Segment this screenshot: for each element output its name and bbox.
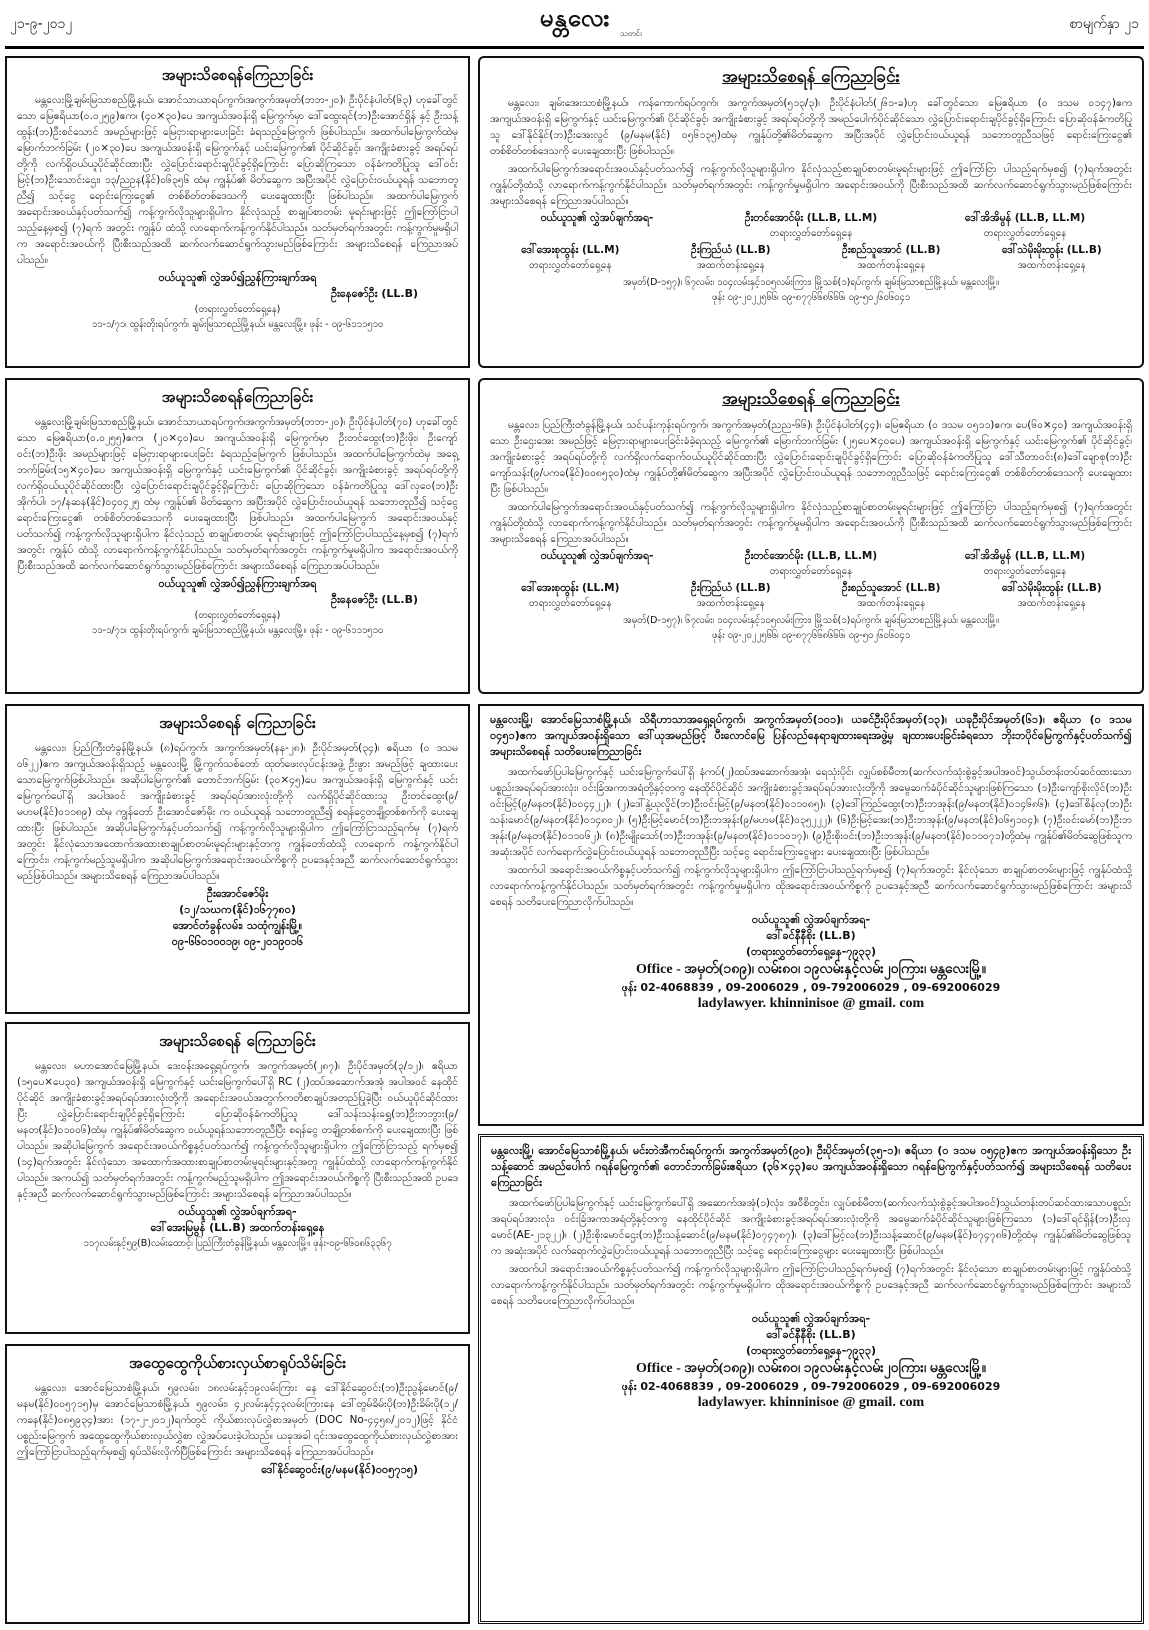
lawyer-role: အထက်တန်းရှေ့နေ xyxy=(1017,260,1086,271)
lawyer-role: အထက်တန်းရှေ့နေ xyxy=(696,598,765,609)
signature-lead: ဝယ်ယူသူ၏ လွှဲအပ်ချက်အရ- xyxy=(751,1312,871,1325)
header-rule xyxy=(5,46,1144,49)
notice-1 xyxy=(5,56,470,368)
signatory-phone: ၀၉-၆၆၀၁၀၀၁၉၊ ၀၉-၂၀၁၉၀၁၆ xyxy=(171,935,304,948)
office-phone: ဖုန်း 02-4068839 , 09-2006029 , 09-792006029 , 09-692006029 xyxy=(621,981,1001,994)
lawyers-row-1 xyxy=(490,549,1132,579)
notice-6 xyxy=(478,56,1144,368)
lawyer-role: အထက်တန်းရှေ့နေ xyxy=(1017,598,1086,609)
lawyer-role: အထက်တန်းရှေ့နေ xyxy=(857,598,926,609)
notice-2 xyxy=(5,378,470,694)
notice-body: အထက်ပါမြေကွက်အရောင်းအဝယ်နှင့်ပတ်သက်၍ ကန့်ကွက်လိုသူများရှိပါက နိုင်လုံသည့်စာချုပ်စာတမ်းမူရင်းများဖြင့် ဤကြော်ငြာ ပါသည့်ရက်မှစ၍ (၇)ရက်အတွင်း ကျွန်ုပ်တို့ထံသို့ လာရောက်ကန့်ကွက်နိုင်ပါသည်။ သတ်မှတ်ရက်အတွင်း ကန့်ကွက်မှုမရှိပါက အရောင်းအဝယ်ကို ပြီးစီးသည်အထိ ဆက်လက်ဆောင်ရွက်သွားမည်ဖြစ်ကြောင်း အများသိစေရန် ကြေညာအပ်ပါသည်။ xyxy=(490,163,1132,207)
lawyer-role: (တရားလွှတ်တော်ရှေ့နေ) xyxy=(194,304,281,315)
notice-title: အများသိစေရန်ကြေညာခြင်း xyxy=(161,388,314,406)
notice-body: မန္တလေး၊ အောင်မြေသာစံမြို့နယ်၊ ၅၉လမ်း၊ ၁၈လမ်းနှင့်၁၉လမ်းကြား နေ ဒေါ်နိုင်ဆွေဝင်း(ဘ)ဦးညွန့်မောင်(၉/မနမ(နိုင်)၀၀၅၇၁၅)မှ အောင်မြေသာစံမြို့နယ်၊ ၅၉လမ်း၊ ၄၂လမ်းနှင့်၄၃လမ်းကြားနေ ဒေါ်တွမ်ခိမ်းပို(ဘ)ဦးခိမ်းပို(၁၂/ကခန(နိုင်)၀၈၅၉၃၄)အား (၁၇-၂-၂၀၁၂)ရက်တွင် ကိုယ်စားလုပ်လွှဲစာအမှတ် (DOC No-၄၄၅၈/၂၀၁၂)ဖြင့် နိုင်ငံပစ္စည်းမြေကွက် အထွေထွေကိုယ်စားလှယ်လွှဲစာ လွှဲအပ်ပေးခဲ့ပါသည်။ ယခုအခါ ၎င်းအထွေထွေကိုယ်စားလှယ်လွှဲစာအား ဤကြော်ငြာပါသည့်ရက်မှစ၍ ရုပ်သိမ်းလိုက်ပြီဖြစ်ကြောင်း အများသိစေရန် ကြေညာအပ်ပါသည်။ xyxy=(17,1382,458,1458)
notice-address: အမှတ်(D-၁၅၇)၊ ၆၇လမ်း၊ ၁၀၄လမ်းနှင့်၁၀၅လမ်းကြား၊ မြို့သစ်(၁)ရပ်ကွက်၊ ချမ်းမြသာစည်မြို့နယ်၊ မန္တလေးမြို့။ xyxy=(623,615,999,626)
lawyer-role: တရားလွှတ်တော်ရှေ့နေ xyxy=(983,566,1067,577)
lawyer-role: (တရားလွှတ်တော်ရှေ့နေ) xyxy=(194,610,281,621)
notice-body: မန္တလေး၊ ချမ်းအေးသာစံမြို့နယ်၊ ကန်ကောက်ရပ်ကွက်၊ အကွက်အမှတ်(၅၁၃/၃)၊ ဦးပိုင်နံပါတ်(၂၆၁-ခ)ဟု ခေါ်တွင်သော မြေဧရိယာ (၀ ဒသမ ၀၁၄၇)ဧက အကျယ်အဝန်းရှိ မြေကွက်နှင့် ယင်းမြေကွက်၏ ပိုင်ဆိုင်ခွင့်၊ အကျိုးခံစားခွင့် အရပ်ရပ်တို့ကို အမည်ပေါက်ပိုင်ဆိုင်သော လွှဲပြောင်းရောင်းချပိုင်ခွင့်ရှိကြောင်း ပြောဆိုဝန်ခံကတိပြုသူ ဒေါ်နိုင်နိုင်(ဘ)ဦးအေးလွင် (၉/မနမ(နိုင်) ၀၅၆၁၃၅)ထံမှ ကျွန်ုပ်တို့၏မိတ်ဆွေက အပြီးအပိုင် လွှဲပြောင်းဝယ်ယူရန် သဘောတူညီသဖြင့် ရောင်းကြေးငွေ၏ တစ်စိတ်တစ်ဒေသကို ပေးချေထားပြီး ဖြစ်ပါသည်။ xyxy=(490,97,1132,157)
signature-lead: ဝယ်ယူသူ၏ လွှဲအပ်ချက်အရ- xyxy=(540,212,654,224)
lawyer-name: ဒေါ်အိအိမွန် (LL.B, LL.M) xyxy=(964,550,1086,562)
signatory-name: ဒေါ်နိုင်ဆွေဝင်း(၉/မနမ(နိုင်)၀၀၅၇၁၅) xyxy=(261,1463,418,1476)
lawyer-name: ဒေါ်ခင်နီနီစိုး (LL.B) xyxy=(766,1328,856,1341)
lawyer-role: တရားလွှတ်တော်ရှေ့နေ xyxy=(983,228,1067,239)
lawyer-role: တရားလွှတ်တော်ရှေ့နေ xyxy=(529,598,612,609)
notice-title: အများသိစေရန် ကြေညာခြင်း xyxy=(159,1032,316,1050)
notice-title: အများသိစေရန် ကြေညာခြင်း xyxy=(722,389,900,409)
notice-title: အများသိစေရန် ကြေညာခြင်း xyxy=(159,714,316,732)
notice-phone: ဖုန်း ၀၉-၂၀၂၂၅၆၆၊ ၀၉-၈၇၇၆၆၈၆၆၆၊ ၀၉-၅၀၂၆၀၆၀၄၁ xyxy=(711,292,911,303)
notice-address: ၁၁-၁/၇၁၊ ထွန်းတိုးရပ်ကွက်၊ ချမ်းမြသာစည်မြို့နယ်၊ မန္တလေးမြို့။ ဖုန်း - ၀၉-၆၁၁၁၅၁၀ xyxy=(91,625,384,636)
office-email: ladylawyer. khinninisoe @ gmail. com xyxy=(697,996,925,1011)
lawyer-role: တရားလွှတ်တော်ရှေ့နေ xyxy=(529,260,612,271)
notice-address: အမှတ်(D-၁၅၇)၊ ၆၇လမ်း၊ ၁၀၄လမ်းနှင့်၁၀၅လမ်းကြား၊ မြို့သစ်(၁)ရပ်ကွက်၊ ချမ်းမြသာစည်မြို့နယ်၊ မန္တလေးမြို့။ xyxy=(623,277,999,288)
notice-8 xyxy=(478,704,1144,1126)
notice-headline: မန္တလေးမြို့၊ အောင်မြေသာစံမြို့နယ်၊ သိရီဟာသာအရှေ့ရပ်ကွက်၊ အကွက်အမှတ်(၁၀၁)၊ ယခင်ဦးပိုင်အမှတ်(၁၃)၊ ယခုဦးပိုင်အမှတ်(၆၁)၊ ဧရိယာ (၀ ဒသမ ၀၄၅၁)ဧက အကျယ်အဝန်းရှိသော ဒေါ်ယုအမည်ဖြင့် ပီးလောင်မြေ ပြန်လည်နေရာချထားရေးအဖွဲ့မှ ချထားပေးခြင်းခံရသော ဘိုးဘပိုင်မြေကွက်နှင့်ပတ်သက်၍ အများသိစေရန် သတိပေးကြေညာခြင်း xyxy=(490,713,1132,758)
lawyers-row-2 xyxy=(490,581,1132,611)
lawyers-row-2 xyxy=(490,243,1132,273)
notice-body: အထက်ဖော်ပြပါမြေကွက်နှင့် ယင်းမြေကွက်ပေါ်ရှိ အဆောက်အအုံ(၁)လုံး၊ အဝီစိတွင်း၊ လျှပ်စစ်မီတာ(ဆက်လက်သုံးစွဲခွင့်အပါအဝင်)သွယ်တန်းတပ်ဆင်ထားသောပစ္စည်းအရပ်ရပ်အားလုံး၊ ဝင်းခြံအကာအရံတို့နှင့်တကွ နေထိုင်ပိုင်ဆိုင် အကျိုးခံစားခွင့်အရပ်ရပ်အားလုံးတို့ကို အမွေဆက်ခံပိုင်ဆိုင်သူများဖြစ်ကြသော (၁)ဒေါ်ရင်ရှိန်(ဘ)ဦးလှမောင်(AE-၂၁၃၂၂)၊ (၂)ဦးစိုးမောင်ဌေး(ဘ)ဦးသန့်ဆောင်(၉/မနမ(နိုင်)၀၇၄၇၈၇)၊ (၃)ဒေါ်မြင့်လ(ဘ)ဦးသန့်ဆောင်(၉/မနမ(နိုင်)၀၇၄၇၈၆)တို့ထံမှ ကျွန်ုပ်၏မိတ်ဆွေဖြစ်သူက အဆုံးအပိုင် လက်ရောက်လွှဲပြောင်းဝယ်ယူရန် သဘောတူညီပြီး သင့်ငွေ ရောင်းကြေးငွေများ ပေးချေထားပြီး ဖြစ်ပါသည်။ xyxy=(491,1197,1131,1257)
notice-body: အထက်ပါ အရောင်းအဝယ်ကိစ္စနှင့်ပတ်သက်၍ ကန့်ကွက်လိုသူများရှိပါက ဤကြော်ငြာပါသည့်ရက်မှစ၍ (၇)ရက်အတွင်း နိုင်လုံသော စာချုပ်စာတမ်းများဖြင့် ကျွန်ုပ်ထံသို့ လာရောက်ကန့်ကွက်နိုင်ပါသည်။ သတ်မှတ်ရက်အတွင်း ကန့်ကွက်မှုမရှိပါက ထိုအရောင်းအဝယ်ကိစ္စကို ဥပဒေနှင့်အညီ ဆက်လက်ဆောင်ရွက်သွားမည်ဖြစ်ကြောင်း အများသိစေရန် သတိပေးကြေညာလိုက်ပါသည်။ xyxy=(491,1263,1131,1307)
lawyer-name: ဦးကြည်ယံ (LL.B) xyxy=(691,582,771,594)
page-number: စာမျက်နှာ ၂၁ xyxy=(1069,16,1139,32)
signature-lead: ဝယ်ယူသူ၏ လွှဲအပ်ချက်အရ- xyxy=(751,913,871,926)
signatory-name: ဦးအောင်ဇော်မိုး xyxy=(206,887,269,900)
lawyer-role: တရားလွှတ်တော်ရှေ့နေ xyxy=(769,228,853,239)
notice-body: မန္တလေး၊ ပြည်ကြီးတံခွန်မြို့နယ်၊ (၈)ရပ်ကွက်၊ အကွက်အမှတ်(နန-၂၈)၊ ဦးပိုင်အမှတ်(၃၄)၊ ဧရိယာ (၀ ဒသမ ၀၆၂၂)ဧက အကျယ်အဝန်းရှိသည့် မန္တလေးမြို့ မြို့ကွက်သစ်တော် ထုတ်ဖေးလုပ်ငန်းအဖွဲ့ ဦးဖွား အမည်ဖြင့် ချထားပေးသောမြေကွက်ဖြစ်ပါသည်။ အဆိုပါမြေကွက်၏ တောင်ဘက်ခြမ်း (၃၀×၄၅)ပေ အကျယ်အဝန်းရှိ မြေကွက်နှင့် ယင်းမြေကွက်ပေါ်ရှိ အပါအဝင် အကျိုးခံစားခွင့် အရပ်ရပ်အားလုံးတို့ကို လက်ရှိပိုင်ဆိုင်ထားသူ ဦးတင်ထွေး(၉/မဟမ(နိုင်)၀၁၁၈၉) ထံမှ ကျွန်တော် ဦးအောင်ဇော်မိုး က ဝယ်ယူရန် သဘောတူညီ၍ စရန်ငွေတချို့တစ်စက်ကို ပေးချေထားပြီး ဖြစ်ပါသည်။ အဆိုပါမြေကွက်နှင့်ပတ်သက်၍ ကန့်ကွက်လိုသူများရှိပါက ဤကြော်ငြာသည့်ရက်မှ (၇)ရက် အတွင်း နိုင်လုံသောအထောက်အထားစာချုပ်စာတမ်းမူရင်းများနှင့်တကွ ကျွန်တော်ထံသို့ လာရောက် ကန့်ကွက်နိုင်ပါကြောင်း၊ ကန့်ကွက်မည့်သူမရှိပါက အဆိုပါမြေကွက်အရောင်းအဝယ်ကိစ္စကို ဥပဒေနှင့်အညီ ဆက်လက်ဆောင်ရွက်သွားမည်ဖြစ်ပါသည်။ အများသိစေရန် ကြေညာအပ်ပါသည်။ xyxy=(17,742,458,882)
lawyer-name: ဒေါ်အေးစုထွန်း (LL.M) xyxy=(521,582,620,594)
notice-title: အများသိစေရန်ကြေညာခြင်း xyxy=(161,66,314,84)
notice-address: ၁၁-၁/၇၁၊ ထွန်းတိုးရပ်ကွက်၊ ချမ်းမြသာစည်မြို့နယ်၊ မန္တလေးမြို့။ ဖုန်း - ၀၉-၆၁၁၁၅၁၀ xyxy=(91,319,384,330)
lawyer-name: ဒေါ်ခင်နီနီစိုး (LL.B) xyxy=(766,929,856,942)
notice-body: အထက်ပါ အရောင်းအဝယ်ကိစ္စနှင့်ပတ်သက်၍ ကန့်ကွက်လိုသူများရှိပါက ဤကြော်ငြာပါသည့်ရက်မှစ၍ (၇)ရက်အတွင်း နိုင်လုံသော စာချုပ်စာတမ်းများဖြင့် ကျွန်ုပ်ထံသို့ လာရောက်ကန့်ကွက်နိုင်ပါသည်။ သတ်မှတ်ရက်အတွင်း ကန့်ကွက်မှုမရှိပါက ထိုအရောင်းအဝယ်ကိစ္စကို ဥပဒေနှင့်အညီ ဆက်လက်ဆောင်ရွက်သွားမည်ဖြစ်ကြောင်း အများသိစေရန် သတိပေးကြေညာလိုက်ပါသည်။ xyxy=(490,864,1132,908)
office-address: Office - အမှတ်(၁၈၉)၊ လမ်း၈၀၊ ၁၉လမ်းနှင့်လမ်း၂၀ကြား၊ မန္တလေးမြို့။ xyxy=(636,1361,986,1376)
notice-body: အထက်ဖော်ပြပါမြေကွက်နှင့် ယင်းမြေကွက်ပေါ်ရှိ နံကပ်(၂)ထပ်အဆောက်အအုံ၊ ရေသုံးပိုင်၊ လျှပ်စစ်မီတာ(ဆက်လက်သုံးစွဲခွင့်အပါအဝင်)သွယ်တန်းတပ်ဆင်ထားသောပစ္စည်းအရပ်ရပ်အားလုံး၊ ဝင်းခြံအကာအရံတို့နှင့်တကွ နေထိုင်ပိုင်ဆိုင် အကျိုးခံစားခွင့်အရပ်ရပ်အားလုံးတို့ကို အမွေဆက်ခံပိုင်ဆိုင်သူများဖြစ်ကြသော (၁)ဦးကျော်စိုးလိုင်(ဘ)ဦးဝင်းမြင့်(၉/မနတ(နိုင်)၀၀၄၄၂၂)၊ (၂)ဒေါ်နွဲ့ယုလှိုင်(ဘ)ဦးဝင်းမြင့်(၉/မနတ(နိုင်)၀၁၁၀၈၅)၊ (၃)ဒေါ်ကြည်ထွေး(ဘ)ဦးဘအုန်း(၉/မနတ(နိုင်)၀၁၄၆၈၆)၊ (၄)ဒေါ်စိန်လှ(ဘ)ဦးသန်းမောင်(၉/မနတ(နိုင်)၀၁၄၈၀၂)၊ (၅)ဦးမြင့်မောင်(ဘ)ဦးဘအုန်း(၉/မဟမ(နိုင်)၀၃၅၂၂၂)၊ (၆)ဦးမြင့်အေး(ဘ)ဦးဘအုန်း(၉/မနတ(နိုင်)၀၆၅၁၀၄)၊ (၇)ဦးဝင်းမော်(ဘ)ဦးဘအုန်း(၉/မနတ(နိုင်)၀၁၁၀၆၂)၊ (၈)ဦးမျိုးသော်(ဘ)ဦးဘအုန်း(၉/မနတ(နိုင်)၀၁၁၀၁၇)၊ (၉)ဦးစိုးဝင်း(ဘ)ဦးဘအုန်း(၉/မနတ(နိုင်)၀၁၁၀၇၁)တို့ထံမှ ကျွန်ုပ်၏မိတ်ဆွေဖြစ်သူက အဆုံးအပိုင် လက်ရောက်လွှဲပြောင်းဝယ်ယူရန် သဘောတူညီပြီး သင့်ငွေ ရောင်းကြေးငွေများ ပေးချေထားပြီး ဖြစ်ပါသည်။ xyxy=(490,766,1132,858)
lawyer-name: ဦးစည်သူအောင် (LL.B) xyxy=(842,582,941,594)
lawyer-name: ဒေါ်အိအိမွန် (LL.B, LL.M) xyxy=(964,212,1086,224)
lawyer-name: ဦးနေဇော်ဦး (LL.B) xyxy=(331,287,418,300)
signature-lead: ဝယ်ယူသူ၏ လွှဲအပ်ချက်အရ- xyxy=(540,550,654,562)
notice-body: မန္တလေး၊ ပြည်ကြီးတံခွန်မြို့နယ်၊ သင်ပန်းကုန်းရပ်ကွက်၊ အကွက်အမှတ်(ညည-၆၆)၊ ဦးပိုင်နံပါတ်(၄၄)၊ မြေဧရိယာ (၀ ဒသမ ၀၅၁၁)ဧက၊ ပေ(၆၀×၄၀) အကျယ်အဝန်းရှိသော ဦးဌေးအေး အမည်ဖြင့် မြေငှားရာများပေးခြင်းခံခဲ့ရသည့် မြေကွက်၏ မြောက်ဘက်ခြမ်း (၂၅ပေ×၄၀ပေ) အကျယ်အဝန်းရှိ မြေကွက်နှင့် ယင်းမြေကွက်၏ ပိုင်ဆိုင်ခွင့်၊ အကျိုးခံစားခွင့် အရပ်ရပ်တို့ကို လက်ရှိလက်ရောက်ဝယ်ယူပိုင်ဆိုင်ထားပြီး လွှဲပြောင်းရောင်းချပိုင်ခွင့်ရှိကြောင်း ပြောဆိုဝန်ခံကတိပြုသူ ဒေါ်သီတာဝင်း(၈)ဒေါ်ချောစု(ဘ)ဦးကျော်သန်း(၉/ပကခ(နိုင်)၀၀၈၅၃၀)ထံမှ ကျွန်ုပ်တို့၏မိတ်ဆွေက အပြီးအပိုင် လွှဲပြောင်းဝယ်ယူရန် သဘောတူညီသဖြင့် ရောင်းကြေးငွေ၏ တစ်စိတ်တစ်ဒေသကို ပေးချေထားပြီး ဖြစ်ပါသည်။ xyxy=(490,419,1132,495)
office-address: Office - အမှတ်(၁၈၉)၊ လမ်း၈၀၊ ၁၉လမ်းနှင့်လမ်း၂၀ကြား၊ မန္တလေးမြို့။ xyxy=(636,962,986,977)
notice-signature-lead: ဝယ်ယူသူ၏ လွှဲအပ်၍ညွှန်ကြားချက်အရ xyxy=(158,577,317,590)
issue-date: ၂၁-၉-၂၀၁၂ xyxy=(10,16,73,32)
lawyer-role: အထက်တန်းရှေ့နေ xyxy=(696,260,765,271)
office-email: ladylawyer. khinninisoe @ gmail. com xyxy=(697,1395,925,1410)
office-phone: ဖုန်း 02-4068839 , 09-2006029 , 09-792006029 , 09-692006029 xyxy=(621,1380,1001,1393)
notice-4 xyxy=(5,1022,470,1334)
notice-body: အထက်ပါမြေကွက်အရောင်းအဝယ်နှင့်ပတ်သက်၍ ကန့်ကွက်လိုသူများရှိပါက နိုင်လုံသည့်စာချုပ်စာတမ်းမူရင်းများဖြင့် ဤကြော်ငြာ ပါသည့်ရက်မှစ၍ (၇)ရက်အတွင်း ကျွန်ုပ်တို့ထံသို့ လာရောက်ကန့်ကွက်နိုင်ပါသည်။ သတ်မှတ်ရက်အတွင်း ကန့်ကွက်မှုမရှိပါက အရောင်းအဝယ်ကို ပြီးစီးသည်အထိ ဆက်လက်ဆောင်ရွက်သွားမည်ဖြစ်ကြောင်း အများသိစေရန် ကြေညာအပ်ပါသည်။ xyxy=(490,501,1132,545)
notice-title: အများသိစေရန် ကြေညာခြင်း xyxy=(722,67,900,87)
notice-phone: ဖုန်း ၀၉-၂၀၂၂၅၆၆၊ ၀၉-၈၇၇၆၆၈၆၆၆၊ ၀၉-၅၀၂၆၀၆၀၄၁ xyxy=(711,630,911,641)
notice-body: မန္တလေး၊ မဟာအောင်မြေမြို့နယ်၊ ဒေးဝန်းအရှေ့ရပ်ကွက်၊ အကွက်အမှတ်(၂၈၇)၊ ဦးပိုင်အမှတ်(၃/၁၂)၊ ဧရိယာ (၁၅ပေ×ပေ၃၀) အကျယ်အဝန်းရှိ မြေကွက်နှင့် ယင်းမြေကွက်ပေါ်ရှိ RC (၂)ထပ်အဆောက်အအုံ အပါအဝင် နေထိုင်ပိုင်ဆိုင် အကျိုးခံစားခွင့်အရပ်ရပ်အားလုံးတို့ကို အရောင်းအဝယ်အတွက်ကတိစာချုပ်အတည်ပြုခဲ့ပြီး ဝယ်ယူပိုင်ဆိုင်ထားပြီး လွှဲပြောင်းရောင်းချပိုင်ခွင့်ရှိကြောင်း ပြောဆိုဝန်ခံကတိပြုသူ ဒေါ်သန်းသန်းရွှေ(ဘ)ဦးဘဘွား(၉/မနတ(နိုင်)၀၁၀၀၆)ထံမှ ကျွန်ုပ်၏မိတ်ဆွေက ဝယ်ယူရန်သဘောတူညီပြီး စရန်ငွေ တချို့တစ်စက်ကို ပေးချေထားပြီး ဖြစ်ပါသည်။ အဆိုပါမြေကွက် အရောင်းအဝယ်ကိစ္စနှင့်ပတ်သက်၍ ကန့်ကွက်လိုသူများရှိပါက ဤကြော်ငြာသည့် ရက်မှစ၍ (၁၄)ရက်အတွင်း နိုင်လုံသော အထောက်အထားစာချုပ်စာတမ်းမူရင်းများနှင့်အတူ ကျွန်ုပ်ထံသို့ လာရောက်ကန့်ကွက်နိုင်ပါသည်။ အကယ်၍ သတ်မှတ်ရက်အတွင်း ကန့်ကွက်မည့်သူမရှိပါက ဤအရောင်းအဝယ်ကိစ္စကို ပြီးစီးသည်အထိ ဥပဒေနှင့်အညီ ဆက်လက်ဆောင်ရွက်သွားမည်ဖြစ်ကြောင်း အများသိစေရန် ကြေညာအပ်ပါသည်။ xyxy=(17,1060,458,1200)
newspaper-logo: မန္တလေး သတင်း xyxy=(539,4,642,38)
lawyer-name: ဦးကြည်ယံ (LL.B) xyxy=(691,244,771,256)
lawyer-name: ဦးတင်အောင်မိုး (LL.B, LL.M) xyxy=(744,550,878,562)
lawyer-name: ဒေါ်သဲမိုးမိုးထွန်း (LL.B) xyxy=(1001,582,1102,594)
lawyer-role: (တရားလွှတ်တော်ရှေ့နေ-၇၉၃၃) xyxy=(745,945,877,958)
notice-signature-lead: ဝယ်ယူသူ၏ လွှဲအပ်၍ညွှန်ကြားချက်အရ xyxy=(158,271,317,284)
lawyers-row-1 xyxy=(490,211,1132,241)
notice-body: မန္တလေးမြို့ချမ်းမြသာစည်မြို့နယ်၊ အောင်သာယာရပ်ကွက်၊အကွက်အမှတ်(ဘဘ-၂၀)၊ ဦးပိုင်နံပါတ်(၆၃) ဟုခေါ်တွင်သော မြေဧရိယာ(၀.၀၂၅၉)ဧက၊ (၄၀×၃၀)ပေ အကျယ်အဝန်းရှိ မြေကွက်မှာ ဒေါ်ထွေးရင်(ဘ)ဦးအောင်ရှိန် နှင့် ဦးသန့်ထွန်း(ဘ)ဦးစင်သောင် အမည်များဖြင့် မြေငှားရာများပေးခြင်း ခံရသည့်မြေကွက် ဖြစ်ပါသည်။ အထက်ပါမြေကွက်ထဲမှ မြောက်ဘက်ခြမ်း (၂၀×၃၀)ပေ အကျယ်အဝန်းရှိ မြေကွက်နှင့် ယင်းမြေကွက်၏ ပိုင်ဆိုင်ခွင့်၊ အကျိုးခံစားခွင့် အရပ်ရပ်တို့ကို လက်ရှိဝယ်ယူပိုင်ဆိုင်ထားပြီး လွှဲပြောင်းရောင်းချပိုင်ခွင့်ရှိကြောင်း ပြောဆိုကြသော ဝန်ခံကတိပြုသူ ဒေါ်ဝင်းမြင့်(ဘ)ဦးသောင်းဌေး၊ ၁၃/ညဥန(နိုင်)၀၆၃၅၆ ထံမှ ကျွန်ုပ်၏ မိတ်ဆွေက အပြီးအပိုင် လွှဲပြောင်းဝယ်ယူရန် သဘောတူညီ၍ သင့်ငွေ ရောင်းကြေးငွေ၏ တစ်စိတ်တစ်ဒေသကို ပေးချေထားပြီး ဖြစ်ပါသည်။ အထက်ပါမြေကွက် အရောင်းအဝယ်နှင့်ပတ်သက်၍ ကန့်ကွက်လိုသူများရှိပါက နိုင်လုံသည့် စာချုပ်စာတမ်း မူရင်းများဖြင့် ဤကြော်ငြာပါသည့်နေ့မှစ၍ (၇)ရက် အတွင်း ကျွန်ုပ် ထံသို့ လာရောက်ကန့်ကွက်နိုင်ပါသည်။ သတ်မှတ်ရက်အတွင်း ကန့်ကွက်မှုမရှိပါက အရောင်းအဝယ်ကို ပြီးစီးသည်အထိ ဆက်လက်ဆောင်ရွက်သွားမည်ဖြစ်ကြောင်း အများသိစေရန် ကြေညာအပ်ပါသည်။ xyxy=(17,94,458,266)
lawyer-role: တရားလွှတ်တော်ရှေ့နေ xyxy=(769,566,853,577)
lawyer-name: ဒေါ်အေးစုထွန်း (LL.M) xyxy=(521,244,620,256)
lawyer-name: ဒေါ်သဲမိုးမိုးထွန်း (LL.B) xyxy=(1001,244,1102,256)
lawyer-name: ဦးစည်သူအောင် (LL.B) xyxy=(842,244,941,256)
notice-7 xyxy=(478,378,1144,694)
notice-signature-lead: ဝယ်ယူသူ၏ လွှဲအပ်ချက်အရ- xyxy=(178,1205,297,1218)
notice-3 xyxy=(5,704,470,1014)
lawyer-name: ဦးတင်အောင်မိုး (LL.B, LL.M) xyxy=(744,212,878,224)
signatory-id: (၁၂/သဃက(နိုင်)၁၆၇၇၈၀) xyxy=(179,903,296,916)
page-header xyxy=(0,0,1149,46)
notice-5 xyxy=(5,1344,470,1624)
lawyer-role: အထက်တန်းရှေ့နေ xyxy=(857,260,926,271)
signatory-address: အောင်တံခွန်လမ်း၊ သထုံကျွန်းမြို့။ xyxy=(172,919,303,932)
notice-address: ၁၁၇လမ်းနှင့်၅၉(B)လမ်းထောင့်၊ ပြည်ကြီးတံခွန်မြို့နယ်၊ မန္တလေးမြို့။ ဖုန်း-၀၉-၆၆၀၈၆၃၃၆၇ xyxy=(83,1238,392,1249)
lawyer-name: ဦးနေဇော်ဦး (LL.B) xyxy=(331,593,418,606)
notice-9 xyxy=(478,1134,1144,1624)
lawyer-name: ဒေါ်အေးမြမွန် (LL.B) အထက်တန်းရှေ့နေ xyxy=(150,1221,325,1234)
lawyer-role: (တရားလွှတ်တော်ရှေ့နေ-၇၉၃၃) xyxy=(745,1344,877,1357)
notice-title: အထွေထွေကိုယ်စားလှယ်စာရုပ်သိမ်းခြင်း xyxy=(128,1354,347,1372)
notice-body: မန္တလေးမြို့ချမ်းမြသာစည်မြို့နယ်၊ အောင်သာယာရပ်ကွက်၊အကွက်အမှတ်(ဘဘ-၂၀)၊ ဦးပိုင်နံပါတ်(၇၀) ဟုခေါ်တွင်သော မြေဧရိယာ(၀.၀၂၅၅)ဧက၊ (၂၀×၄၀)ပေ အကျယ်အဝန်းရှိ မြေကွက်မှာ ဦးတင်ထွေး(ဘ)ဦးဖိုး၊ ဦးကျော်ဝင်း(ဘ)ဦးဖိုး အမည်များဖြင့် မြေငှားရာများပေးခြင်း ခံရသည့်မြေကွက် ဖြစ်ပါသည်။ အထက်ပါမြေကွက်ထဲမှ အရှေ့ဘက်ခြမ်း(၁၅×၄၀)ပေ အကျယ်အဝန်းရှိ မြေကွက်နှင့် ယင်းမြေကွက်၏ ပိုင်ဆိုင်ခွင့်၊ အကျိုးခံစားခွင့် အရပ်ရပ်တို့ကို လက်ရှိဝယ်ယူပိုင်ဆိုင်ထားပြီး လွှဲပြောင်းရောင်းချပိုင်ခွင့်ရှိကြောင်း ပြောဆိုကြသော ဝန်ခံကတိပြုသူ ဒေါ်လှ‌ဝေ(ဘ)ဦးအိုက်ပါ၊ ၁၇/နဆန(နိုင်)၀၄၀၄၂၅ ထံမှ ကျွန်ုပ်၏ မိတ်ဆွေက အပြီးအပိုင် လွှဲပြောင်းဝယ်ယူရန် သဘောတူညီ၍ သင့်ငွေ ရောင်းကြေးငွေ၏ တစ်စိတ်တစ်ဒေသကို ပေးချေထားပြီး ဖြစ်ပါသည်။ အထက်ပါမြေကွက် အရောင်းအဝယ်နှင့်ပတ်သက်၍ ကန့်ကွက်လိုသူများရှိပါက နိုင်လုံသည့် စာချုပ်စာတမ်း မူရင်းများဖြင့် ဤကြော်ငြာပါသည့်နေ့မှစ၍ (၇)ရက် အတွင်း ကျွန်ုပ် ထံသို့ လာရောက်ကန့်ကွက်နိုင်ပါသည်။ သတ်မှတ်ရက်အတွင်း ကန့်ကွက်မှုမရှိပါက အရောင်းအဝယ်ကို ပြီးစီးသည်အထိ ဆက်လက်ဆောင်ရွက်သွားမည်ဖြစ်ကြောင်း အများသိစေရန် ကြေညာအပ်ပါသည်။ xyxy=(17,416,458,572)
notice-headline: မန္တလေးမြို့၊ အောင်မြေသာစံမြို့နယ်၊ မင်းတဲအီကင်းရပ်ကွက်၊ အကွက်အမှတ်(၉၀)၊ ဦးပိုင်အမှတ်(၃၅-၁)၊ ဧရိယာ (၀ ဒသမ ၀၅၄၉)ဧက အကျယ်အဝန်းရှိသော ဦးသန့်ဆောင် အမည်ပေါက် ဂရန်မြေကွက်၏ တောင်ဘက်ခြမ်းဧရိယာ (၃၆×၄၃)ပေ အကျယ်အဝန်းရှိသော ဂရန်မြေကွက်နှင့်ပတ်သက်၍ အများသိစေရန် သတိပေးကြေညာခြင်း xyxy=(491,1144,1131,1189)
